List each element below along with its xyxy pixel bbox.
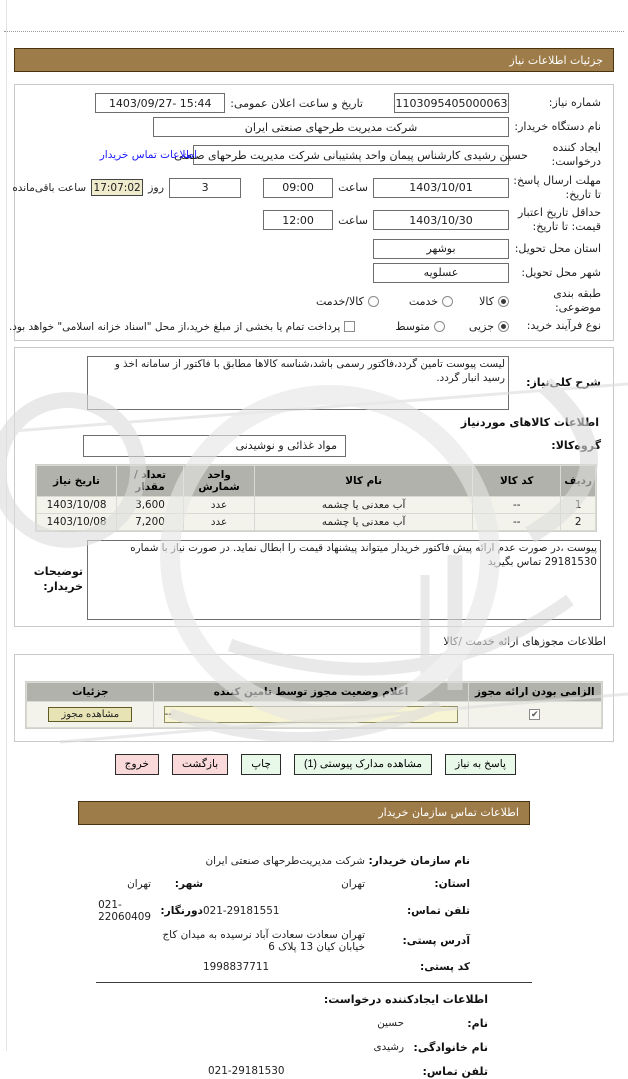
deadline-date-field[interactable]: 1403/10/01 bbox=[373, 178, 509, 198]
cell-unit: عدد bbox=[184, 497, 254, 513]
col-quantity: تعداد / مقدار bbox=[117, 466, 183, 496]
creator-phone-row bbox=[208, 1064, 488, 1079]
creator-phone-value: 021-29181530 bbox=[208, 1065, 285, 1078]
permit-status-field[interactable]: -- bbox=[164, 706, 459, 723]
contact-address-label: آدرس پستی: bbox=[402, 934, 470, 947]
price-validity-row bbox=[27, 206, 601, 235]
radio-minor-icon[interactable] bbox=[498, 321, 509, 332]
contact-phone-label: تلفن تماس: bbox=[406, 904, 470, 917]
need-number-row bbox=[27, 93, 601, 113]
col-unit: واحد شمارش bbox=[184, 466, 254, 496]
cell-code: -- bbox=[473, 514, 560, 530]
treasury-note: پرداخت تمام یا بخشی از مبلغ خرید،از محل "اسناد خزانه اسلامی" خواهد بود. bbox=[8, 320, 341, 333]
countdown-timer: 17:07:02 bbox=[91, 179, 143, 196]
contact-postal-label: کد پستی: bbox=[419, 961, 470, 974]
contact-org-row bbox=[140, 853, 470, 870]
announce-label: تاریخ و ساعت اعلان عمومی: bbox=[230, 96, 363, 110]
process-type-label: نوع فرآیند خرید: bbox=[526, 319, 601, 333]
section-header-details-label: جزئیات اطلاعات نیاز bbox=[509, 53, 603, 67]
delivery-city-field[interactable]: عسلویه bbox=[373, 263, 509, 283]
contact-phone-value: 021-29181551 bbox=[203, 904, 280, 917]
cell-row: 1 bbox=[561, 497, 595, 513]
permits-panel bbox=[14, 654, 614, 742]
contact-postal-value: 1998837711 bbox=[203, 961, 270, 974]
request-creator-field[interactable]: حسین رشیدی کارشناس پیمان واحد پشتیبانی شرکت مدیریت طرحهای صنعتی bbox=[193, 145, 509, 165]
contact-province-value: تهران bbox=[341, 878, 365, 891]
general-description-textarea[interactable]: لیست پیوست تامین گردد،فاکتور رسمی باشد،شناسه کالاها مطابق با فاکتور از سامانه اخذ و رسید انبار گردد. bbox=[87, 356, 509, 410]
creator-family-row bbox=[208, 1040, 488, 1055]
goods-table-wrap bbox=[35, 464, 597, 532]
goods-row bbox=[37, 514, 595, 530]
need-number-label: شماره نیاز: bbox=[548, 95, 601, 109]
cell-qty: 7,200 bbox=[117, 514, 183, 530]
permits-section-title: اطلاعات مجوزهای ارائه خدمت /کالا bbox=[443, 634, 606, 648]
response-deadline-label: مهلت ارسال پاسخ: تا تاریخ: bbox=[513, 173, 601, 201]
contact-address-value: تهران سعادت سعادت آباد نرسیده به میدان کاج خیابان کیان 13 پلاک 6 bbox=[162, 928, 365, 953]
permit-status-cell bbox=[154, 702, 467, 727]
contact-fax-value: 021-22060409 bbox=[98, 898, 152, 923]
col-item-name: نام کالا bbox=[255, 466, 472, 496]
delivery-city-label: شهر محل تحویل: bbox=[521, 265, 601, 279]
process-medium-label: متوسط bbox=[395, 320, 430, 334]
need-number-field[interactable]: 1103095405000063 bbox=[394, 93, 509, 113]
need-description-panel bbox=[14, 347, 614, 627]
class-goods-label: کالا bbox=[479, 294, 494, 308]
class-option-service[interactable] bbox=[409, 295, 453, 308]
radio-goods-icon[interactable] bbox=[498, 296, 509, 307]
buyer-comments-textarea[interactable]: پیوست ،در صورت عدم ارائه پیش فاکتور خریدار میتواند پیشنهاد قیمت را ابطال نماید. در صورت نیاز با شماره 29181530 تماس بگیرید bbox=[87, 540, 601, 620]
classification-label: طبقه بندی موضوعی: bbox=[553, 286, 601, 315]
creator-name-row bbox=[208, 1016, 488, 1031]
buyer-comments-row bbox=[27, 540, 601, 620]
cell-unit: عدد bbox=[184, 514, 254, 530]
buyer-org-field[interactable]: شرکت مدیریت طرحهای صنعتی ایران bbox=[153, 117, 509, 137]
need-details-panel bbox=[8, 84, 614, 341]
delivery-province-label: استان محل تحویل: bbox=[514, 241, 601, 255]
permit-required-checkbox[interactable]: ✔ bbox=[530, 710, 539, 721]
buyer-comments-label: توضیحات خریدار: bbox=[33, 564, 83, 593]
general-description-row bbox=[27, 356, 601, 410]
goods-group-field[interactable]: مواد غذائی و نوشیدنی bbox=[83, 435, 346, 457]
creator-section-title: اطلاعات ایجادکننده درخواست: bbox=[323, 992, 488, 1006]
contact-divider bbox=[96, 982, 532, 983]
permit-required-cell bbox=[469, 702, 601, 727]
col-item-code: کد کالا bbox=[473, 466, 560, 496]
section-header-contact-label: اطلاعات تماس سازمان خریدار bbox=[378, 806, 519, 820]
goods-row bbox=[37, 497, 595, 513]
contact-city-label: شهر: bbox=[174, 878, 203, 891]
day-unit-label: روز bbox=[148, 181, 165, 195]
col-permit-details: جزئیات bbox=[27, 683, 153, 701]
permits-header-row bbox=[27, 683, 601, 701]
request-creator-label: ایجاد کننده درخواست: bbox=[551, 141, 601, 169]
buyer-contact-block bbox=[98, 853, 470, 976]
print-button[interactable]: چاپ bbox=[241, 754, 281, 775]
validity-time-field[interactable]: 12:00 bbox=[263, 210, 333, 230]
creator-name-value: حسین bbox=[377, 1017, 404, 1030]
cell-name: آب معدنی یا چشمه bbox=[255, 514, 472, 530]
view-permit-button[interactable]: مشاهده مجوز bbox=[48, 707, 132, 722]
remaining-hours-label: ساعت باقی‌مانده bbox=[12, 181, 87, 194]
deadline-time-field[interactable]: 09:00 bbox=[263, 178, 333, 198]
request-creator-block bbox=[208, 1016, 488, 1079]
contact-org-label: نام سازمان خریدار: bbox=[368, 855, 470, 868]
goods-group-row bbox=[27, 435, 601, 457]
buyer-contact-link[interactable]: اطلاعات تماس خریدار bbox=[99, 149, 197, 162]
contact-address-row bbox=[140, 929, 470, 953]
creator-phone-label: تلفن تماس: bbox=[422, 1064, 488, 1078]
action-buttons-row bbox=[0, 754, 628, 775]
top-divider bbox=[4, 0, 624, 32]
process-type-row bbox=[8, 319, 601, 334]
delivery-province-row bbox=[27, 239, 601, 259]
deadline-days-field[interactable]: 3 bbox=[169, 178, 241, 198]
class-service-label: خدمت bbox=[408, 294, 439, 308]
section-header-contact bbox=[78, 801, 530, 825]
page-edge-line bbox=[6, 0, 7, 1051]
class-option-both[interactable] bbox=[316, 295, 379, 308]
class-option-goods[interactable] bbox=[479, 295, 509, 308]
process-option-medium[interactable] bbox=[395, 320, 445, 333]
cell-date: 1403/10/08 bbox=[37, 514, 116, 530]
exit-button[interactable]: خروج bbox=[115, 754, 159, 775]
buyer-org-label: نام دستگاه خریدار: bbox=[514, 119, 601, 133]
creator-name-label: نام: bbox=[467, 1016, 488, 1030]
deadline-hour-label: ساعت bbox=[338, 181, 368, 195]
cell-row: 2 bbox=[561, 514, 595, 530]
general-description-label: شرح کلی‌نیاز: bbox=[526, 376, 601, 390]
back-button[interactable]: بازگشت bbox=[172, 754, 228, 775]
goods-section-title: اطلاعات کالاهای موردنیاز bbox=[460, 415, 599, 429]
col-permit-status: اعلام وضعیت مجوز توسط تامین کننده bbox=[154, 683, 467, 701]
validity-hour-label: ساعت bbox=[338, 213, 368, 227]
permits-table bbox=[25, 681, 603, 729]
creator-family-value: رشیدی bbox=[373, 1041, 404, 1054]
class-both-label: کالا/خدمت bbox=[316, 294, 364, 308]
announce-datetime-field[interactable]: 1403/09/27- 15:44 bbox=[95, 93, 225, 113]
response-deadline-row bbox=[12, 173, 601, 203]
goods-group-label: گروه‌کالا: bbox=[551, 439, 601, 453]
creator-family-label: نام خانوادگی: bbox=[413, 1040, 488, 1054]
contact-org-value: شرکت مدیریت‌طرحهای صنعتی ایران bbox=[205, 855, 365, 868]
contact-city-value: تهران bbox=[127, 878, 151, 891]
radio-medium-icon[interactable] bbox=[434, 321, 445, 332]
goods-table bbox=[35, 464, 597, 532]
process-option-minor[interactable] bbox=[469, 320, 509, 333]
radio-both-icon[interactable] bbox=[368, 296, 379, 307]
col-need-date: تاریخ نیاز bbox=[37, 466, 116, 496]
contact-province-row bbox=[127, 876, 470, 893]
contact-fax-label: دورنگار: bbox=[160, 904, 203, 917]
permit-details-cell bbox=[27, 702, 153, 727]
classification-row bbox=[27, 287, 601, 316]
cell-code: -- bbox=[473, 497, 560, 513]
goods-header-row bbox=[37, 466, 595, 496]
delivery-city-row bbox=[27, 263, 601, 283]
section-header-details bbox=[14, 48, 614, 72]
price-validity-label: حداقل تاریخ اعتبار قیمت: تا تاریخ: bbox=[517, 206, 601, 234]
respond-button[interactable]: پاسخ به نیاز bbox=[445, 754, 516, 775]
radio-service-icon[interactable] bbox=[442, 296, 453, 307]
contact-phone-row bbox=[98, 898, 470, 923]
validity-date-field[interactable]: 1403/10/30 bbox=[373, 210, 509, 230]
cell-qty: 3,600 bbox=[117, 497, 183, 513]
view-attachments-button[interactable]: مشاهده مدارک پیوستی (1) bbox=[294, 754, 432, 775]
buyer-org-row bbox=[27, 117, 601, 137]
process-minor-label: جزیی bbox=[468, 320, 494, 334]
cell-date: 1403/10/08 bbox=[37, 497, 116, 513]
permit-row bbox=[27, 702, 601, 727]
cell-name: آب معدنی یا چشمه bbox=[255, 497, 472, 513]
delivery-province-field[interactable]: بوشهر bbox=[373, 239, 509, 259]
col-permit-required: الزامی بودن ارائه مجوز bbox=[469, 683, 601, 701]
request-creator-row bbox=[27, 141, 601, 170]
contact-province-label: استان: bbox=[434, 878, 470, 891]
treasury-checkbox[interactable] bbox=[344, 321, 355, 332]
col-row-number: ردیف bbox=[561, 466, 595, 496]
contact-postal-row bbox=[140, 959, 470, 976]
